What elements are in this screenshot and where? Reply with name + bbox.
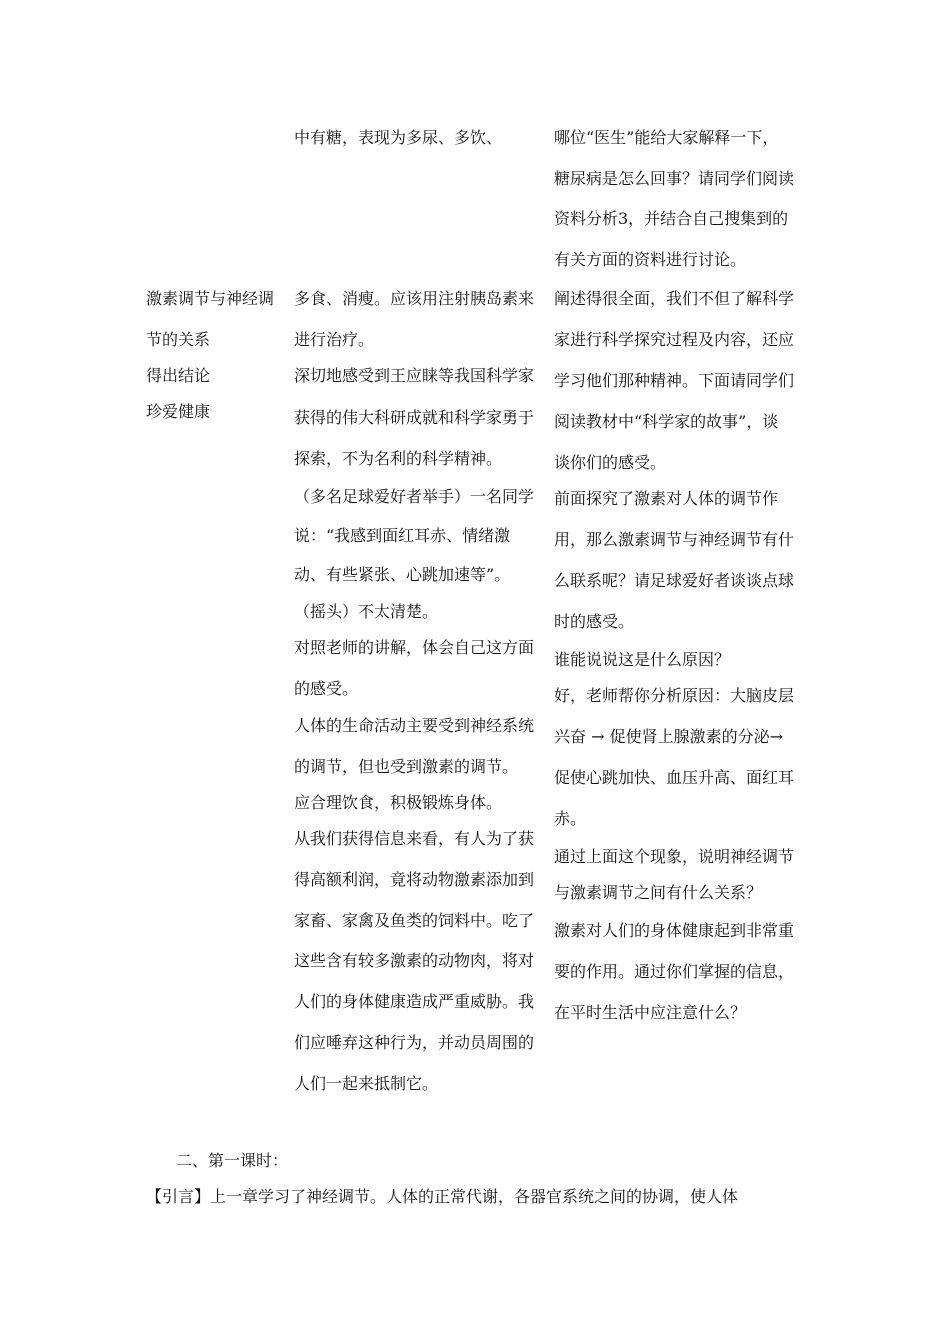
col3-line: 激素对人们的身体健康起到非常重 [554, 921, 795, 940]
col2-line: 们应唾弃这种行为，并动员周围的 [294, 1033, 535, 1052]
col2-line: 对照老师的讲解，体会自己这方面 [294, 638, 535, 657]
col3-line: 在平时生活中应注意什么？ [554, 1003, 747, 1022]
col2-line: 探索，不为名利的科学精神。 [294, 449, 503, 468]
col2-line: 说：“我感到面红耳赤、情绪激 [294, 526, 511, 545]
col3-line: 要的作用。通过你们掌握的信息， [554, 962, 795, 981]
col3-line: 家进行科学探究过程及内容，还应 [554, 330, 795, 349]
col3-line: 与激素调节之间有什么关系？ [554, 883, 763, 902]
col2-line: 获得的伟大科研成就和科学家勇于 [294, 408, 535, 427]
col3-line: 兴奋 → 促使肾上腺激素的分泌→ [554, 727, 783, 746]
col3-line: 阐述得很全面，我们不但了解科学 [554, 289, 795, 308]
col3-line: 资料分析3，并结合自己搜集到的 [554, 209, 789, 228]
col3-line: 促使心跳加快、血压升高、面红耳 [554, 768, 795, 787]
col2-line: 进行治疗。 [294, 330, 375, 349]
col2-line: 的感受。 [294, 679, 359, 698]
col2-line: 多食、消瘦。应该用注射胰岛素来 [294, 289, 535, 308]
col3-line: 哪位“医生”能给大家解释一下， [554, 128, 779, 147]
col2-line: 的调节，但也受到激素的调节。 [294, 757, 519, 776]
col2-line: 家畜、家禽及鱼类的饲料中。吃了 [294, 911, 535, 930]
col2-line: （多名足球爱好者举手）一名同学 [294, 487, 535, 506]
col2-line: （摇头）不太清楚。 [294, 602, 439, 621]
col3-line: 有关方面的资料进行讨论。 [554, 250, 747, 269]
col3-line: 用，那么激素调节与神经调节有什 [554, 530, 795, 549]
col1-line: 珍爱健康 [146, 402, 211, 421]
col3-line: 前面探究了激素对人体的调节作 [554, 489, 779, 508]
col3-line: 时的感受。 [554, 612, 635, 631]
col2-line: 深切地感受到王应睐等我国科学家 [294, 366, 535, 385]
col1-line: 激素调节与神经调 [146, 289, 275, 308]
col2-line: 中有糖，表现为多尿、多饮、 [294, 128, 503, 147]
col3-line: 阅读教材中“科学家的故事”，谈 [554, 412, 779, 431]
col2-line: 得高额利润，竟将动物激素添加到 [294, 870, 535, 889]
col1-line: 节的关系 [146, 330, 211, 349]
col2-line: 人们的身体健康造成严重威胁。我 [294, 992, 535, 1011]
section-heading: 二、第一课时： [176, 1151, 289, 1170]
col3-line: 通过上面这个现象，说明神经调节 [554, 847, 795, 866]
col3-line: 么联系呢？请足球爱好者谈谈点球 [554, 571, 795, 590]
col3-line: 好，老师帮你分析原因：大脑皮层 [554, 686, 795, 705]
col2-line: 人们一起来抵制它。 [294, 1074, 439, 1093]
col1-line: 得出结论 [146, 366, 211, 385]
col2-line: 这些含有较多激素的动物肉，将对 [294, 951, 535, 970]
col3-line: 赤。 [554, 809, 587, 828]
col2-line: 动、有些紧张、心跳加速等”。 [294, 565, 511, 584]
col3-line: 谁能说说这是什么原因？ [554, 650, 731, 669]
col3-line: 学习他们那种精神。下面请同学们 [554, 371, 795, 390]
col3-line: 糖尿病是怎么回事？请同学们阅读 [554, 169, 795, 188]
col2-line: 从我们获得信息来看，有人为了获 [294, 829, 535, 848]
col2-line: 应合理饮食，积极锻炼身体。 [294, 793, 503, 812]
col3-line: 谈你们的感受。 [554, 453, 667, 472]
col2-line: 人体的生命活动主要受到神经系统 [294, 716, 535, 735]
intro-paragraph: 【引言】上一章学习了神经调节。人体的正常代谢，各器官系统之间的协调，使人体 [146, 1187, 739, 1206]
